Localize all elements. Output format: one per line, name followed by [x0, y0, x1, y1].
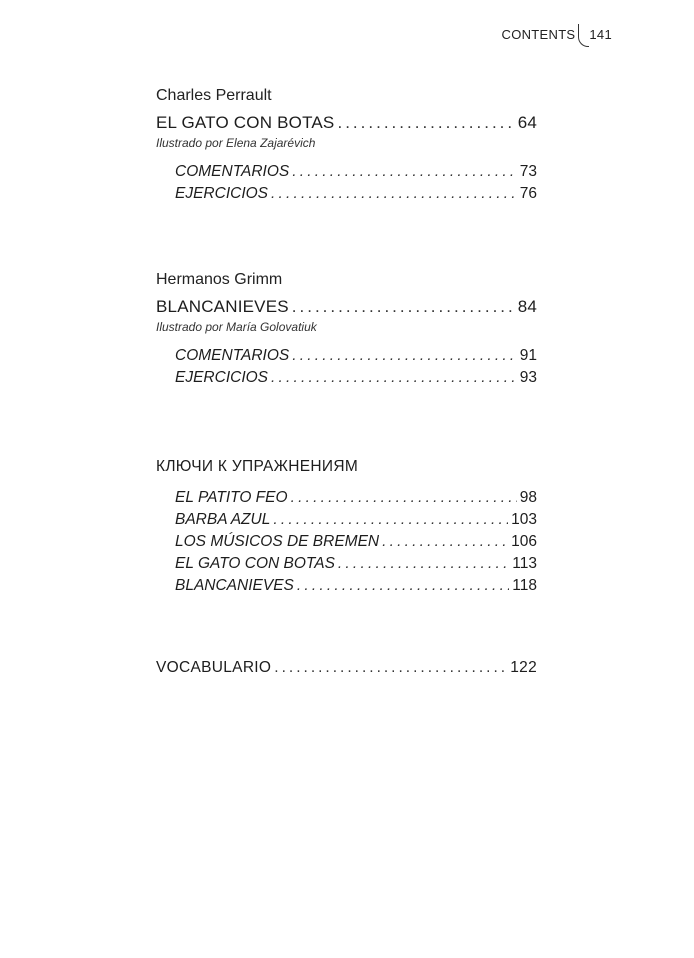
- entry-label: BLANCANIEVES: [156, 297, 289, 316]
- leader-dots: [273, 509, 508, 531]
- toc-entry-key[interactable]: [175, 487, 537, 509]
- illustrator-credit: Ilustrado por Elena Zajarévich: [156, 136, 316, 150]
- author-name: Charles Perrault: [156, 87, 272, 104]
- leader-dots: [337, 111, 514, 135]
- author-name: Hermanos Grimm: [156, 271, 283, 288]
- entry-page: 91: [519, 347, 537, 364]
- toc-entry-key[interactable]: [175, 553, 537, 575]
- toc-entry-key[interactable]: [175, 531, 537, 553]
- toc-block-vocabulary: [156, 657, 537, 679]
- keys-heading: КЛЮЧИ К УПРАЖНЕНИЯМ: [156, 458, 359, 475]
- toc-entry-comentarios[interactable]: [175, 345, 537, 367]
- entry-label: BARBA AZUL: [175, 511, 271, 528]
- leader-dots: [292, 295, 515, 319]
- toc-entry-key[interactable]: [175, 575, 537, 597]
- toc-entry-vocabulario[interactable]: [156, 657, 537, 679]
- entry-label: EJERCICIOS: [175, 369, 269, 386]
- entry-page: 73: [519, 163, 537, 180]
- leader-dots: [382, 531, 508, 553]
- toc-entry-key[interactable]: [175, 509, 537, 531]
- illustrator-credit: Ilustrado por María Golovatiuk: [156, 320, 317, 334]
- leader-dots: [291, 487, 517, 509]
- page-number-text: 141: [589, 27, 612, 42]
- toc-entry-ejercicios[interactable]: [175, 183, 537, 205]
- leader-dots: [338, 553, 509, 575]
- leader-dots: [292, 345, 517, 367]
- entry-label: VOCABULARIO: [156, 659, 272, 676]
- toc-entry-title[interactable]: [156, 111, 537, 135]
- entry-label: EL PATITO FEO: [175, 489, 288, 506]
- entry-page: 118: [512, 577, 537, 594]
- entry-page: 93: [519, 369, 537, 386]
- toc-block-perrault: [156, 85, 537, 205]
- entry-page: 98: [519, 489, 537, 506]
- toc-entry-comentarios[interactable]: [175, 161, 537, 183]
- toc-entry-title[interactable]: [156, 295, 537, 319]
- toc-block-keys: [156, 456, 537, 597]
- leader-dots: [271, 367, 517, 389]
- entry-label: EL GATO CON BOTAS: [175, 555, 335, 572]
- entry-label: EJERCICIOS: [175, 185, 269, 202]
- page-number-bracket-icon: [578, 24, 589, 47]
- entry-label: BLANCANIEVES: [175, 577, 294, 594]
- entry-label: COMENTARIOS: [175, 163, 290, 180]
- entry-page: 113: [512, 555, 537, 572]
- leader-dots: [274, 657, 507, 679]
- entry-page: 84: [517, 297, 537, 316]
- entry-page: 76: [519, 185, 537, 202]
- running-header-section: CONTENTS: [501, 27, 576, 42]
- entry-page: 122: [510, 659, 537, 676]
- running-header: [502, 27, 613, 42]
- toc-entry-ejercicios[interactable]: [175, 367, 537, 389]
- leader-dots: [292, 161, 517, 183]
- page-number: [581, 27, 612, 42]
- toc-block-grimm: [156, 269, 537, 389]
- entry-label: EL GATO CON BOTAS: [156, 113, 335, 132]
- leader-dots: [297, 575, 509, 597]
- entry-page: 103: [511, 511, 537, 528]
- entry-label: LOS MÚSICOS DE BREMEN: [175, 533, 380, 550]
- entry-page: 64: [517, 113, 537, 132]
- entry-label: COMENTARIOS: [175, 347, 290, 364]
- leader-dots: [271, 183, 517, 205]
- entry-page: 106: [511, 533, 537, 550]
